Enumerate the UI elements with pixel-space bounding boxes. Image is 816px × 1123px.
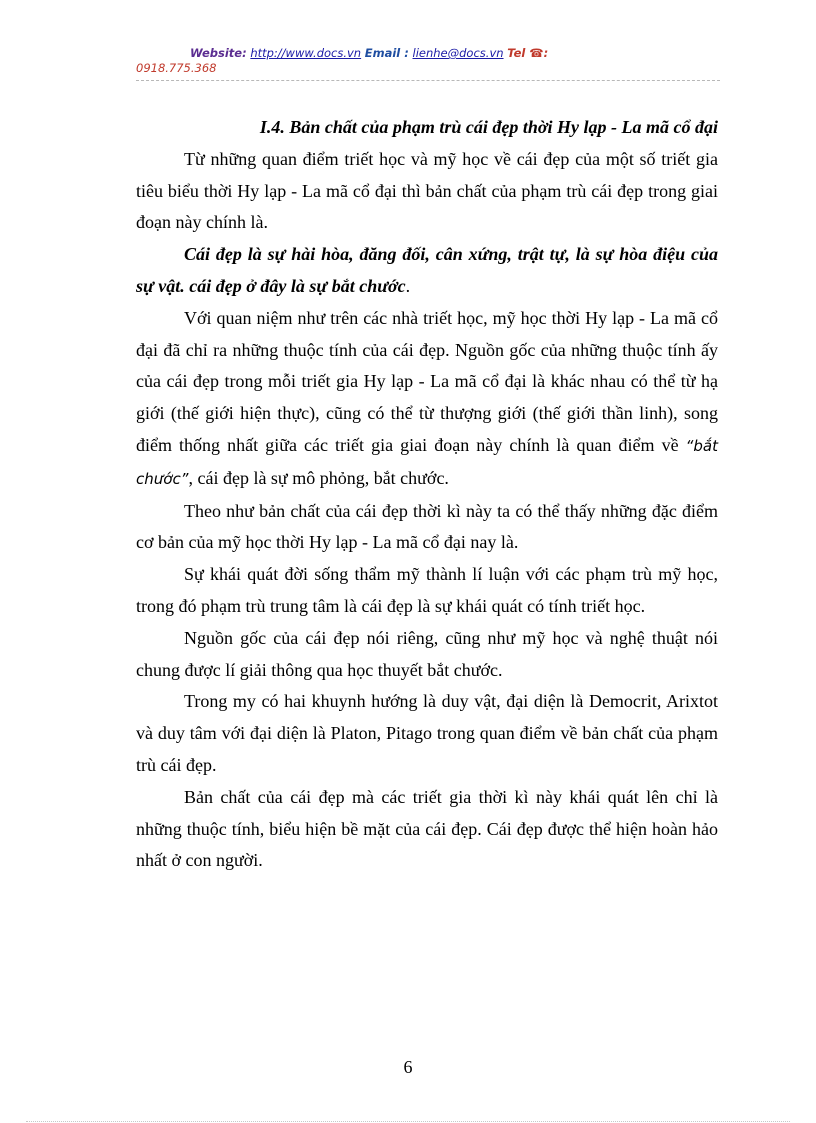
- paragraph-1: Từ những quan điểm triết học và mỹ học về cái đẹp của một số triết gia tiêu biểu thời Hy lạp - La mã cổ đại thì bản chất của phạm trù cái đẹp trong giai đoạn này chính là.: [136, 148, 718, 233]
- website-link[interactable]: http://www.docs.vn: [250, 46, 362, 60]
- quoted-term: “bắt chước”: [136, 436, 718, 488]
- document-body: [136, 112, 718, 877]
- section-heading: I.4. Bản chất của phạm trù cái đẹp thời Hy lạp - La mã cổ đại: [259, 117, 718, 137]
- paragraph-7: Trong my có hai khuynh hướng là duy vật, đại diện là Democrit, Arixtot và duy tâm với đại diện là Platon, Pitago trong quan điểm về bản chất của phạm trù cái đẹp.: [136, 691, 718, 775]
- paragraph-4: Theo như bản chất của cái đẹp thời kì này ta có thể thấy những đặc điểm cơ bản của mỹ học thời Hy lạp - La mã cổ đại nay là.: [136, 500, 718, 553]
- paragraph-3: [136, 303, 718, 496]
- website-label: Website:: [190, 46, 247, 60]
- email-link[interactable]: lienhe@docs.vn: [412, 46, 504, 60]
- header-line-2: [136, 61, 720, 76]
- header-line-1: [136, 46, 720, 61]
- page-number: 6: [403, 1057, 413, 1077]
- page-header: [136, 46, 720, 76]
- paragraph-3-start: Với quan niệm như trên các nhà triết học, mỹ học thời Hy lạp - La mã cổ đại đã chỉ ra những thuộc tính của cái đẹp. Nguồn gốc của những thuộc tính ấy của cái đẹp trong mỗi triết gia Hy lạp - La mã cổ đại là khác nhau có thể từ hạ giới (thế giới hiện thực), cũng có thể từ thượng giới (thế giới thần linh), song điểm thống nhất giữa các triết gia giai đoạn này chính là quan điểm về: [136, 307, 718, 455]
- footer-divider: [26, 1121, 790, 1122]
- paragraph-5: Sự khái quát đời sống thẩm mỹ thành lí luận với các phạm trù mỹ học, trong đó phạm trù trung tâm là cái đẹp là sự khái quát có tính triết học.: [136, 564, 718, 616]
- phone-number: 0918.775.368: [136, 61, 217, 75]
- paragraph-2: [136, 239, 718, 303]
- paragraph-6: Nguồn gốc của cái đẹp nói riêng, cũng như mỹ học và nghệ thuật nói chung được lí giải thông qua học thuyết bắt chước.: [136, 627, 718, 680]
- paragraph-3-end: , cái đẹp là sự mô phỏng, bắt chước.: [188, 467, 449, 488]
- paragraph-2-end: .: [405, 275, 411, 296]
- tel-label: Tel ☎:: [507, 46, 549, 60]
- email-label: Email :: [364, 46, 409, 60]
- emphasis-text: Cái đẹp là sự hài hòa, đăng đối, cân xứng, trật tự, là sự hòa điệu của sự vật. cái đẹp ở đây là sự bắt chước: [136, 244, 718, 296]
- paragraph-8: Bản chất của cái đẹp mà các triết gia thời kì này khái quát lên chỉ là những thuộc tính, biểu hiện bề mặt của cái đẹp. Cái đẹp được thể hiện hoàn hảo nhất ở con người.: [136, 786, 718, 871]
- header-divider: [136, 80, 720, 81]
